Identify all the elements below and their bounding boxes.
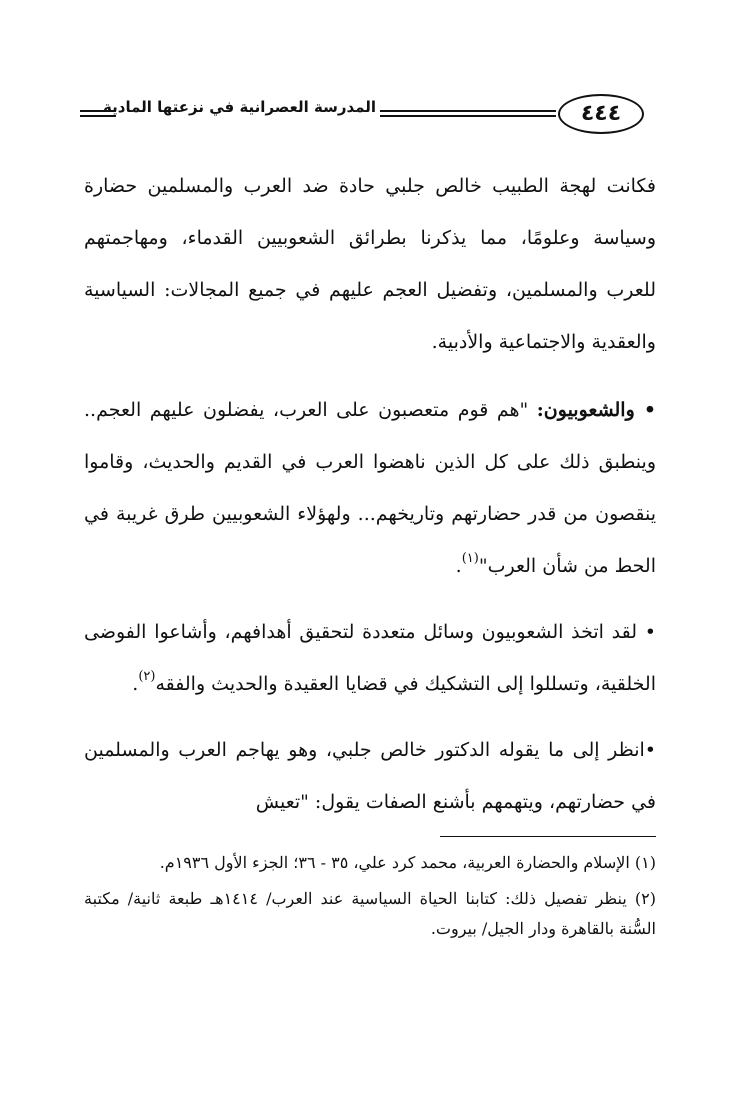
paragraph-2-text: "هم قوم متعصبون على العرب، يفضلون عليهم العجم.. وينطبق ذلك على كل الذين ناهضوا العرب في القديم والحديث، وقاموا ينقصون من قدر حضارتهم وتاريخهم... ولهؤلاء الشعوبيين طرق غريبة في الحط من شأن العرب": [84, 399, 656, 577]
paragraph-3-tail: .: [132, 673, 139, 695]
header-title: المدرسة العصرانية في نزعتها المادية: [103, 98, 376, 116]
paragraph-1-text: فكانت لهجة الطبيب خالص جلبي حادة ضد العرب والمسلمين حضارة وسياسة وعلومًا، مما يذكرنا بطرائق الشعوبيين القدماء، ومهاجمتهم للعرب والمسلمين، وتفضيل العجم عليهم في جميع المجالات: السياسية والعقدية والاجتماعية والأدبية.: [84, 175, 656, 353]
paragraph-2-tail: .: [455, 555, 462, 577]
paragraph-4-text: •انظر إلى ما يقوله الدكتور خالص جلبي، وهو يهاجم العرب والمسلمين في حضارتهم، ويتهمهم بأشنع الصفات يقول: "تعيش: [84, 739, 656, 813]
paragraph-3: [84, 606, 656, 710]
paragraph-4: [84, 724, 656, 828]
footnote-separator: [440, 836, 656, 837]
paragraph-1: [84, 160, 656, 368]
body-text: [84, 160, 656, 842]
footnote-1: (١) الإسلام والحضارة العربية، محمد كرد علي، ٣٥ - ٣٦؛ الجزء الأول ١٩٣٦م.: [159, 853, 656, 872]
footnote-ref-2: (٢): [138, 669, 156, 684]
page-number: ٤٤٤: [558, 94, 644, 134]
header-rule-right-bottom: [380, 115, 556, 117]
paragraph-2-lead: • والشعوبيون:: [536, 399, 656, 421]
footnote-2: (٢) ينظر تفصيل ذلك: كتابنا الحياة السياسية عند العرب/ ١٤١٤هـ طبعة ثانية/ مكتبة السُّنة بالقاهرة ودار الجيل/ بيروت.: [84, 889, 657, 938]
footnote-ref-1: (١): [461, 551, 479, 566]
header-rule-right-top: [380, 110, 556, 112]
running-header: [80, 92, 658, 136]
paragraph-2: [84, 384, 656, 592]
footnotes: [84, 848, 656, 950]
paragraph-3-text: • لقد اتخذ الشعوبيون وسائل متعددة لتحقيق أهدافهم، وأشاعوا الفوضى الخلقية، وتسللوا إلى التشكيك في قضايا العقيدة والحديث والفقه: [84, 621, 656, 695]
